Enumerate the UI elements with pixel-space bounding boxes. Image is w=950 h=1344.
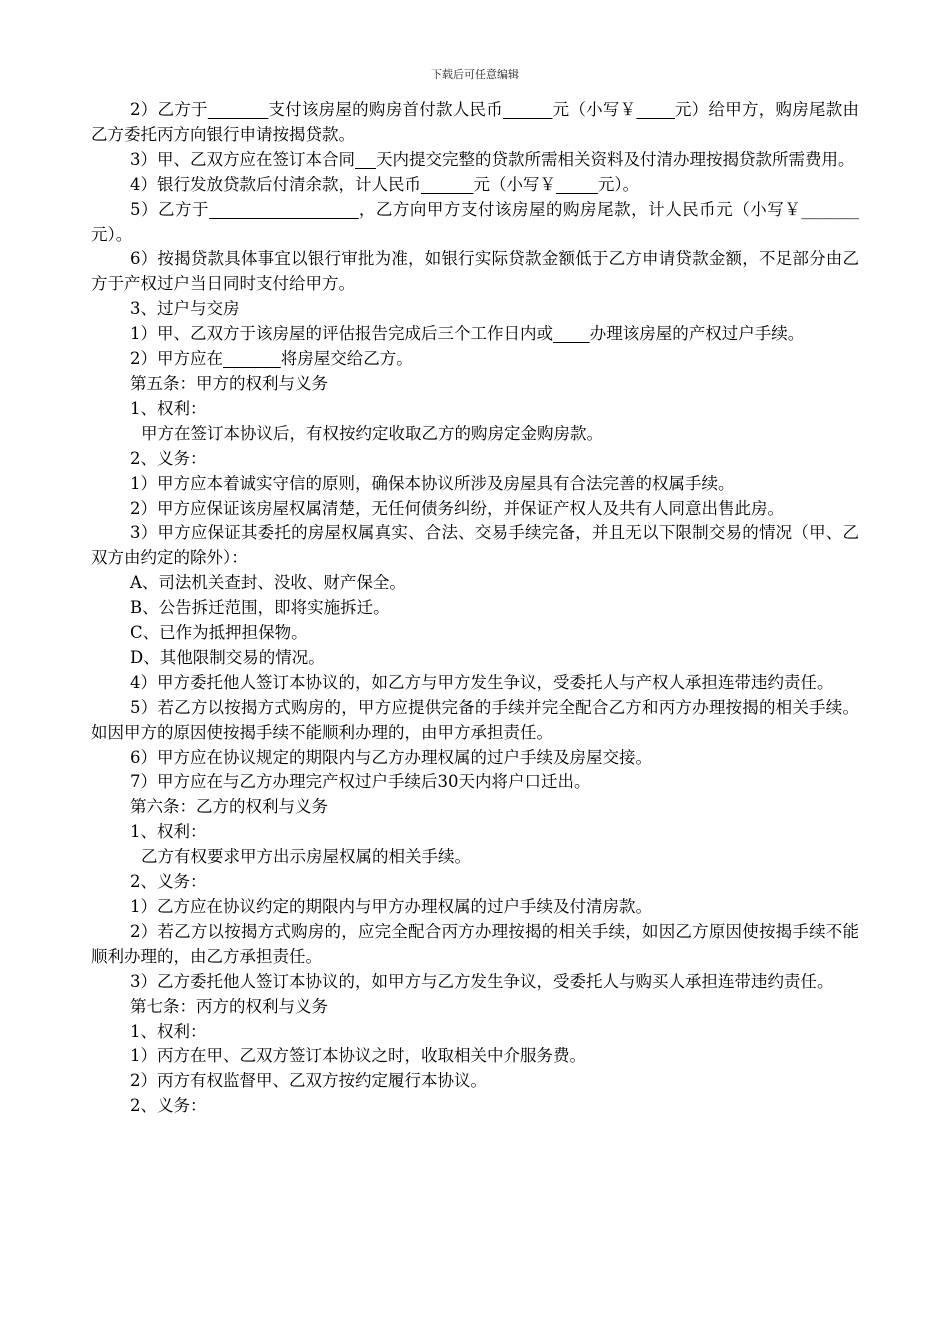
text-run: 3、过户与交房 — [130, 299, 240, 319]
paragraph — [91, 472, 859, 497]
text-run: 7）甲方应在与乙方办理完产权过户手续后30天内将户口迁出。 — [130, 772, 591, 792]
text-run: 4）银行发放贷款后付清余款，计人民币 — [130, 174, 421, 194]
text-run: 将房屋交给乙方。 — [280, 349, 413, 369]
blank-field — [556, 175, 598, 194]
text-run: 2）甲方应在 — [130, 349, 223, 369]
paragraph — [91, 995, 859, 1020]
paragraph — [91, 322, 859, 347]
text-run: 2、义务： — [130, 872, 207, 892]
text-run: 5）乙方于 — [130, 199, 210, 219]
text-run: 元（小写￥ — [552, 100, 637, 119]
text-run: 3）甲、乙双方应在签订本合同 — [130, 149, 355, 169]
text-run: 天内提交完整的贷款所需相关资料及付清办理按揭贷款所需费用。 — [375, 149, 855, 169]
text-run: 办理该房屋的产权过户手续。 — [589, 324, 805, 344]
text-run: 2）乙方于 — [130, 100, 208, 119]
text-run: 1）甲、乙双方于该房屋的评估报告完成后三个工作日内或 — [130, 324, 553, 344]
text-run: D、其他限制交易的情况。 — [130, 647, 325, 667]
paragraph — [91, 646, 859, 671]
paragraph — [91, 1044, 859, 1069]
text-run: 2、义务： — [130, 448, 207, 468]
blank-field — [421, 175, 473, 194]
paragraph — [91, 895, 859, 920]
text-run: 1）甲方应本着诚实守信的原则，确保本协议所涉及房屋具有合法完善的权属手续。 — [130, 473, 735, 493]
paragraph — [91, 98, 859, 148]
text-run: 2）丙方有权监督甲、乙双方按约定履行本协议。 — [130, 1071, 487, 1091]
document-body — [91, 98, 859, 1119]
paragraph — [91, 845, 859, 870]
page-header: 下载后可任意编辑 — [431, 68, 519, 81]
paragraph — [91, 820, 859, 845]
paragraph — [91, 247, 859, 297]
text-run: _______ — [801, 199, 860, 219]
paragraph — [91, 770, 859, 795]
text-run: 1、权利： — [130, 822, 207, 842]
blank-field — [208, 100, 269, 119]
text-run: 6）按揭贷款具体事宜以银行审批为准，如银行实际贷款金额低于乙方申请贷款金额，不足部分由乙方于产权过户当日同时支付给甲方。 — [91, 249, 859, 294]
paragraph — [91, 920, 859, 970]
text-run: 第五条：甲方的权利与义务 — [130, 373, 328, 393]
text-run: 1）乙方应在协议约定的期限内与甲方办理权属的过户手续及付清房款。 — [130, 897, 652, 916]
paragraph — [91, 746, 859, 771]
text-run: 元（小写￥ — [473, 174, 556, 194]
text-run: 元）给甲方，购房尾款由乙方委托丙方向银行申请按揭贷款。 — [91, 100, 860, 144]
text-run: ，乙方向甲方支付该房屋的购房尾款，计人民币元（小写￥ — [358, 199, 802, 219]
paragraph — [91, 173, 859, 198]
text-run: 甲方在签订本协议后，有权按约定收取乙方的购房定金购房款。 — [141, 423, 603, 443]
text-run: 2）甲方应保证该房屋权属清楚，无任何债务纠纷，并保证产权人及共有人同意出售此房。 — [130, 498, 784, 518]
paragraph — [91, 521, 859, 571]
blank-field — [209, 200, 359, 219]
text-run: 元）。 — [597, 174, 640, 194]
text-run: 1）丙方在甲、乙双方签订本协议之时，收取相关中介服务费。 — [130, 1046, 586, 1066]
text-run: 3）乙方委托他人签订本协议的，如甲方与乙方发生争议，受委托人与购买人承担连带违约责任。 — [130, 971, 834, 991]
paragraph — [91, 671, 859, 696]
text-run: 4）甲方委托他人签订本协议的，如乙方与甲方发生争议，受委托人与产权人承担连带违约责任。 — [130, 672, 834, 692]
paragraph — [91, 422, 859, 447]
blank-field — [355, 150, 376, 169]
paragraph — [91, 870, 859, 895]
paragraph — [91, 1069, 859, 1094]
paragraph — [91, 447, 859, 472]
text-run: 乙方有权要求甲方出示房屋权属的相关手续。 — [141, 847, 471, 867]
text-run: 5）若乙方以按揭方式购房的，甲方应提供完备的手续并完全配合乙方和丙方办理按揭的相关手续。如因甲方的原因使按揭手续不能顺利办理的，由甲方承担责任。 — [91, 697, 859, 742]
text-run: 元）。 — [91, 224, 133, 244]
paragraph — [91, 1094, 859, 1119]
paragraph — [91, 1020, 859, 1045]
paragraph — [91, 970, 859, 995]
paragraph — [91, 795, 859, 820]
paragraph — [91, 596, 859, 621]
text-run: 第六条：乙方的权利与义务 — [130, 797, 328, 817]
paragraph — [91, 297, 859, 322]
paragraph — [91, 621, 859, 646]
text-run: 2、义务： — [130, 1096, 207, 1116]
paragraph — [91, 198, 859, 248]
blank-field — [503, 100, 553, 119]
paragraph — [91, 347, 859, 372]
text-run: A、司法机关查封、没收、财产保全。 — [130, 573, 406, 593]
text-run: 第七条：丙方的权利与义务 — [130, 996, 328, 1016]
blank-field — [553, 324, 590, 343]
text-run: B、公告拆迁范围，即将实施拆迁。 — [130, 598, 390, 618]
paragraph — [91, 397, 859, 422]
text-run: 3）甲方应保证其委托的房屋权属真实、合法、交易手续完备，并且无以下限制交易的情况（甲、乙双方由约定的除外）： — [91, 523, 859, 568]
text-run: 6）甲方应在协议规定的期限内与乙方办理权属的过户手续及房屋交接。 — [130, 747, 652, 767]
text-run: 1、权利： — [130, 1021, 207, 1041]
paragraph — [91, 372, 859, 397]
paragraph — [91, 571, 859, 596]
blank-field — [223, 349, 281, 368]
blank-field — [636, 100, 675, 119]
text-run: 1、权利： — [130, 398, 207, 418]
paragraph — [91, 696, 859, 746]
text-run: 2）若乙方以按揭方式购房的，应完全配合丙方办理按揭的相关手续，如因乙方原因使按揭手续不能顺利办理的，由乙方承担责任。 — [91, 921, 859, 966]
text-run: C、已作为抵押担保物。 — [130, 623, 308, 643]
paragraph — [91, 148, 859, 173]
text-run: 支付该房屋的购房首付款人民币 — [268, 100, 504, 119]
paragraph — [91, 497, 859, 522]
